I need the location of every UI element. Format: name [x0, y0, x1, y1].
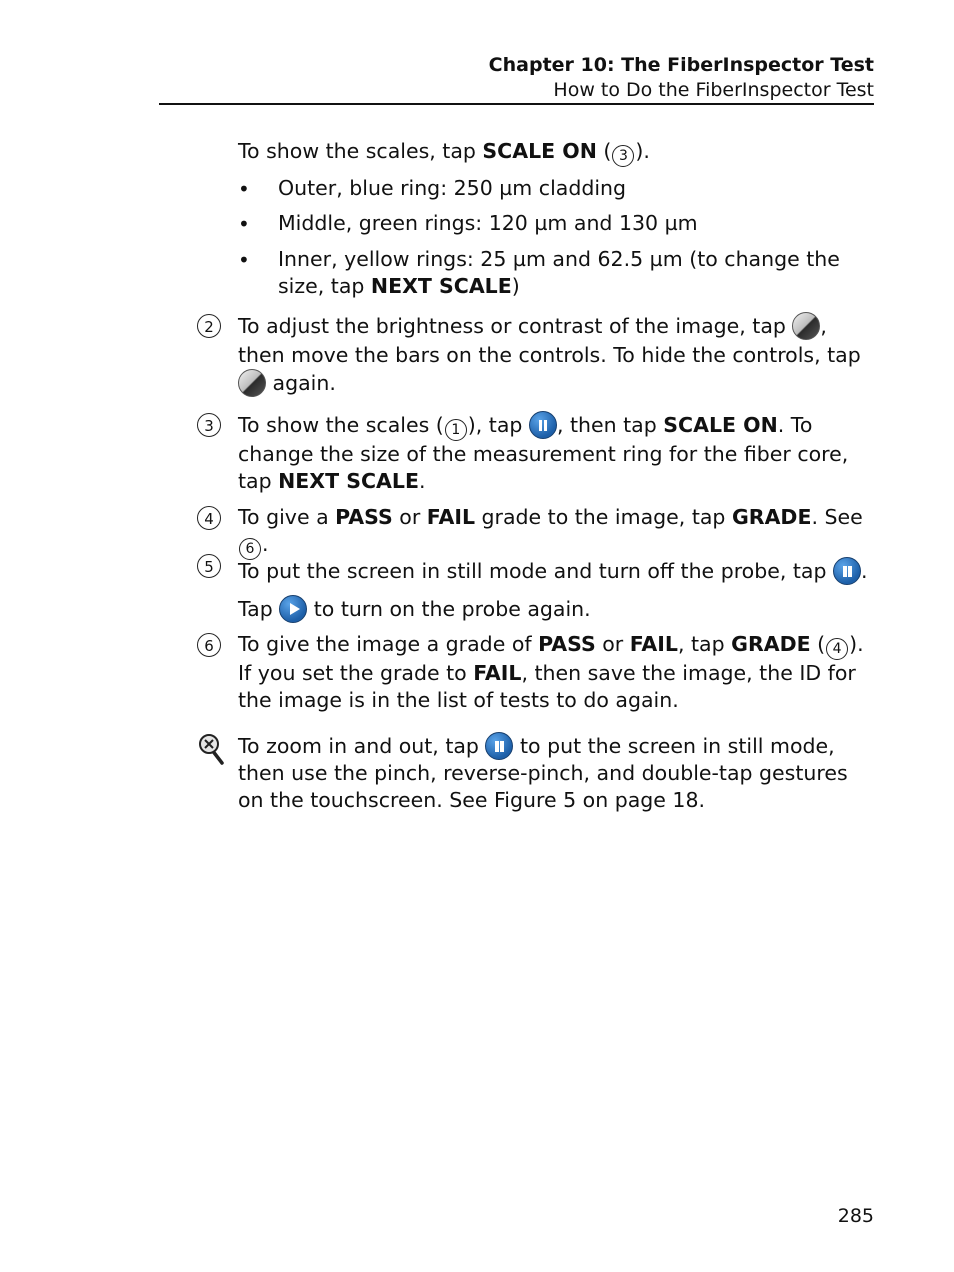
intro-paragraph: To show the scales, tap SCALE ON ( 3 ).	[238, 138, 874, 167]
chapter-title: Chapter 10: The FiberInspector Test	[488, 54, 874, 76]
pause-icon[interactable]	[529, 411, 557, 439]
play-icon[interactable]	[279, 595, 307, 623]
pause-icon[interactable]	[485, 732, 513, 760]
ref-callout-6: 6	[239, 538, 261, 560]
brightness-contrast-icon[interactable]	[238, 369, 266, 397]
bullet-marker: •	[238, 212, 250, 236]
bullet-marker: •	[238, 248, 250, 272]
callout-number-4: 4	[197, 506, 221, 530]
item-5-text: To put the screen in still mode and turn off the probe, tap . Tap to turn on the probe again.	[238, 559, 868, 621]
ref-callout-4: 4	[826, 638, 848, 660]
bullet-middle-rings: Middle, green rings: 120 µm and 130 µm	[278, 211, 698, 235]
item-3-text: To show the scales ( 1 ), tap , then tap SCALE ON. To change the size of the measurement ring for the fiber core, tap NEXT SCALE.	[238, 413, 849, 493]
callout-number-2: 2	[197, 314, 221, 338]
page-number: 285	[837, 1205, 874, 1227]
bullet-inner-rings: Inner, yellow rings: 25 µm and 62.5 µm (to change the size, tap NEXT SCALE)	[278, 247, 840, 298]
callout-number-6: 6	[197, 633, 221, 657]
zoom-tip: To zoom in and out, tap to put the screen in still mode, then use the pinch, reverse-pinch, and double-tap gestures on the touchscreen. See Figure 5 on page 18.	[238, 734, 848, 812]
item-4-text: To give a PASS or FAIL grade to the image, tap GRADE. See 6 .	[238, 504, 874, 560]
bullet-marker: •	[238, 177, 250, 201]
callout-number-3: 3	[197, 413, 221, 437]
ref-callout-3: 3	[612, 145, 634, 167]
ref-callout-1: 1	[445, 419, 467, 441]
item-2-text: To adjust the brightness or contrast of the image, tap , then move the bars on the controls. To hide the controls, tap again.	[238, 314, 861, 395]
bullet-outer-ring: Outer, blue ring: 250 µm cladding	[278, 176, 627, 200]
brightness-contrast-icon[interactable]	[792, 312, 820, 340]
callout-number-5: 5	[197, 554, 221, 578]
item-6-text: To give the image a grade of PASS or FAIL, tap GRADE ( 4 ). If you set the grade to FAIL, then save the image, the ID for the image is in the list of tests to do again.	[238, 632, 864, 712]
section-title: How to Do the FiberInspector Test	[553, 79, 874, 101]
magnifier-icon	[198, 733, 226, 765]
pause-icon[interactable]	[833, 557, 861, 585]
header-rule	[159, 103, 874, 105]
